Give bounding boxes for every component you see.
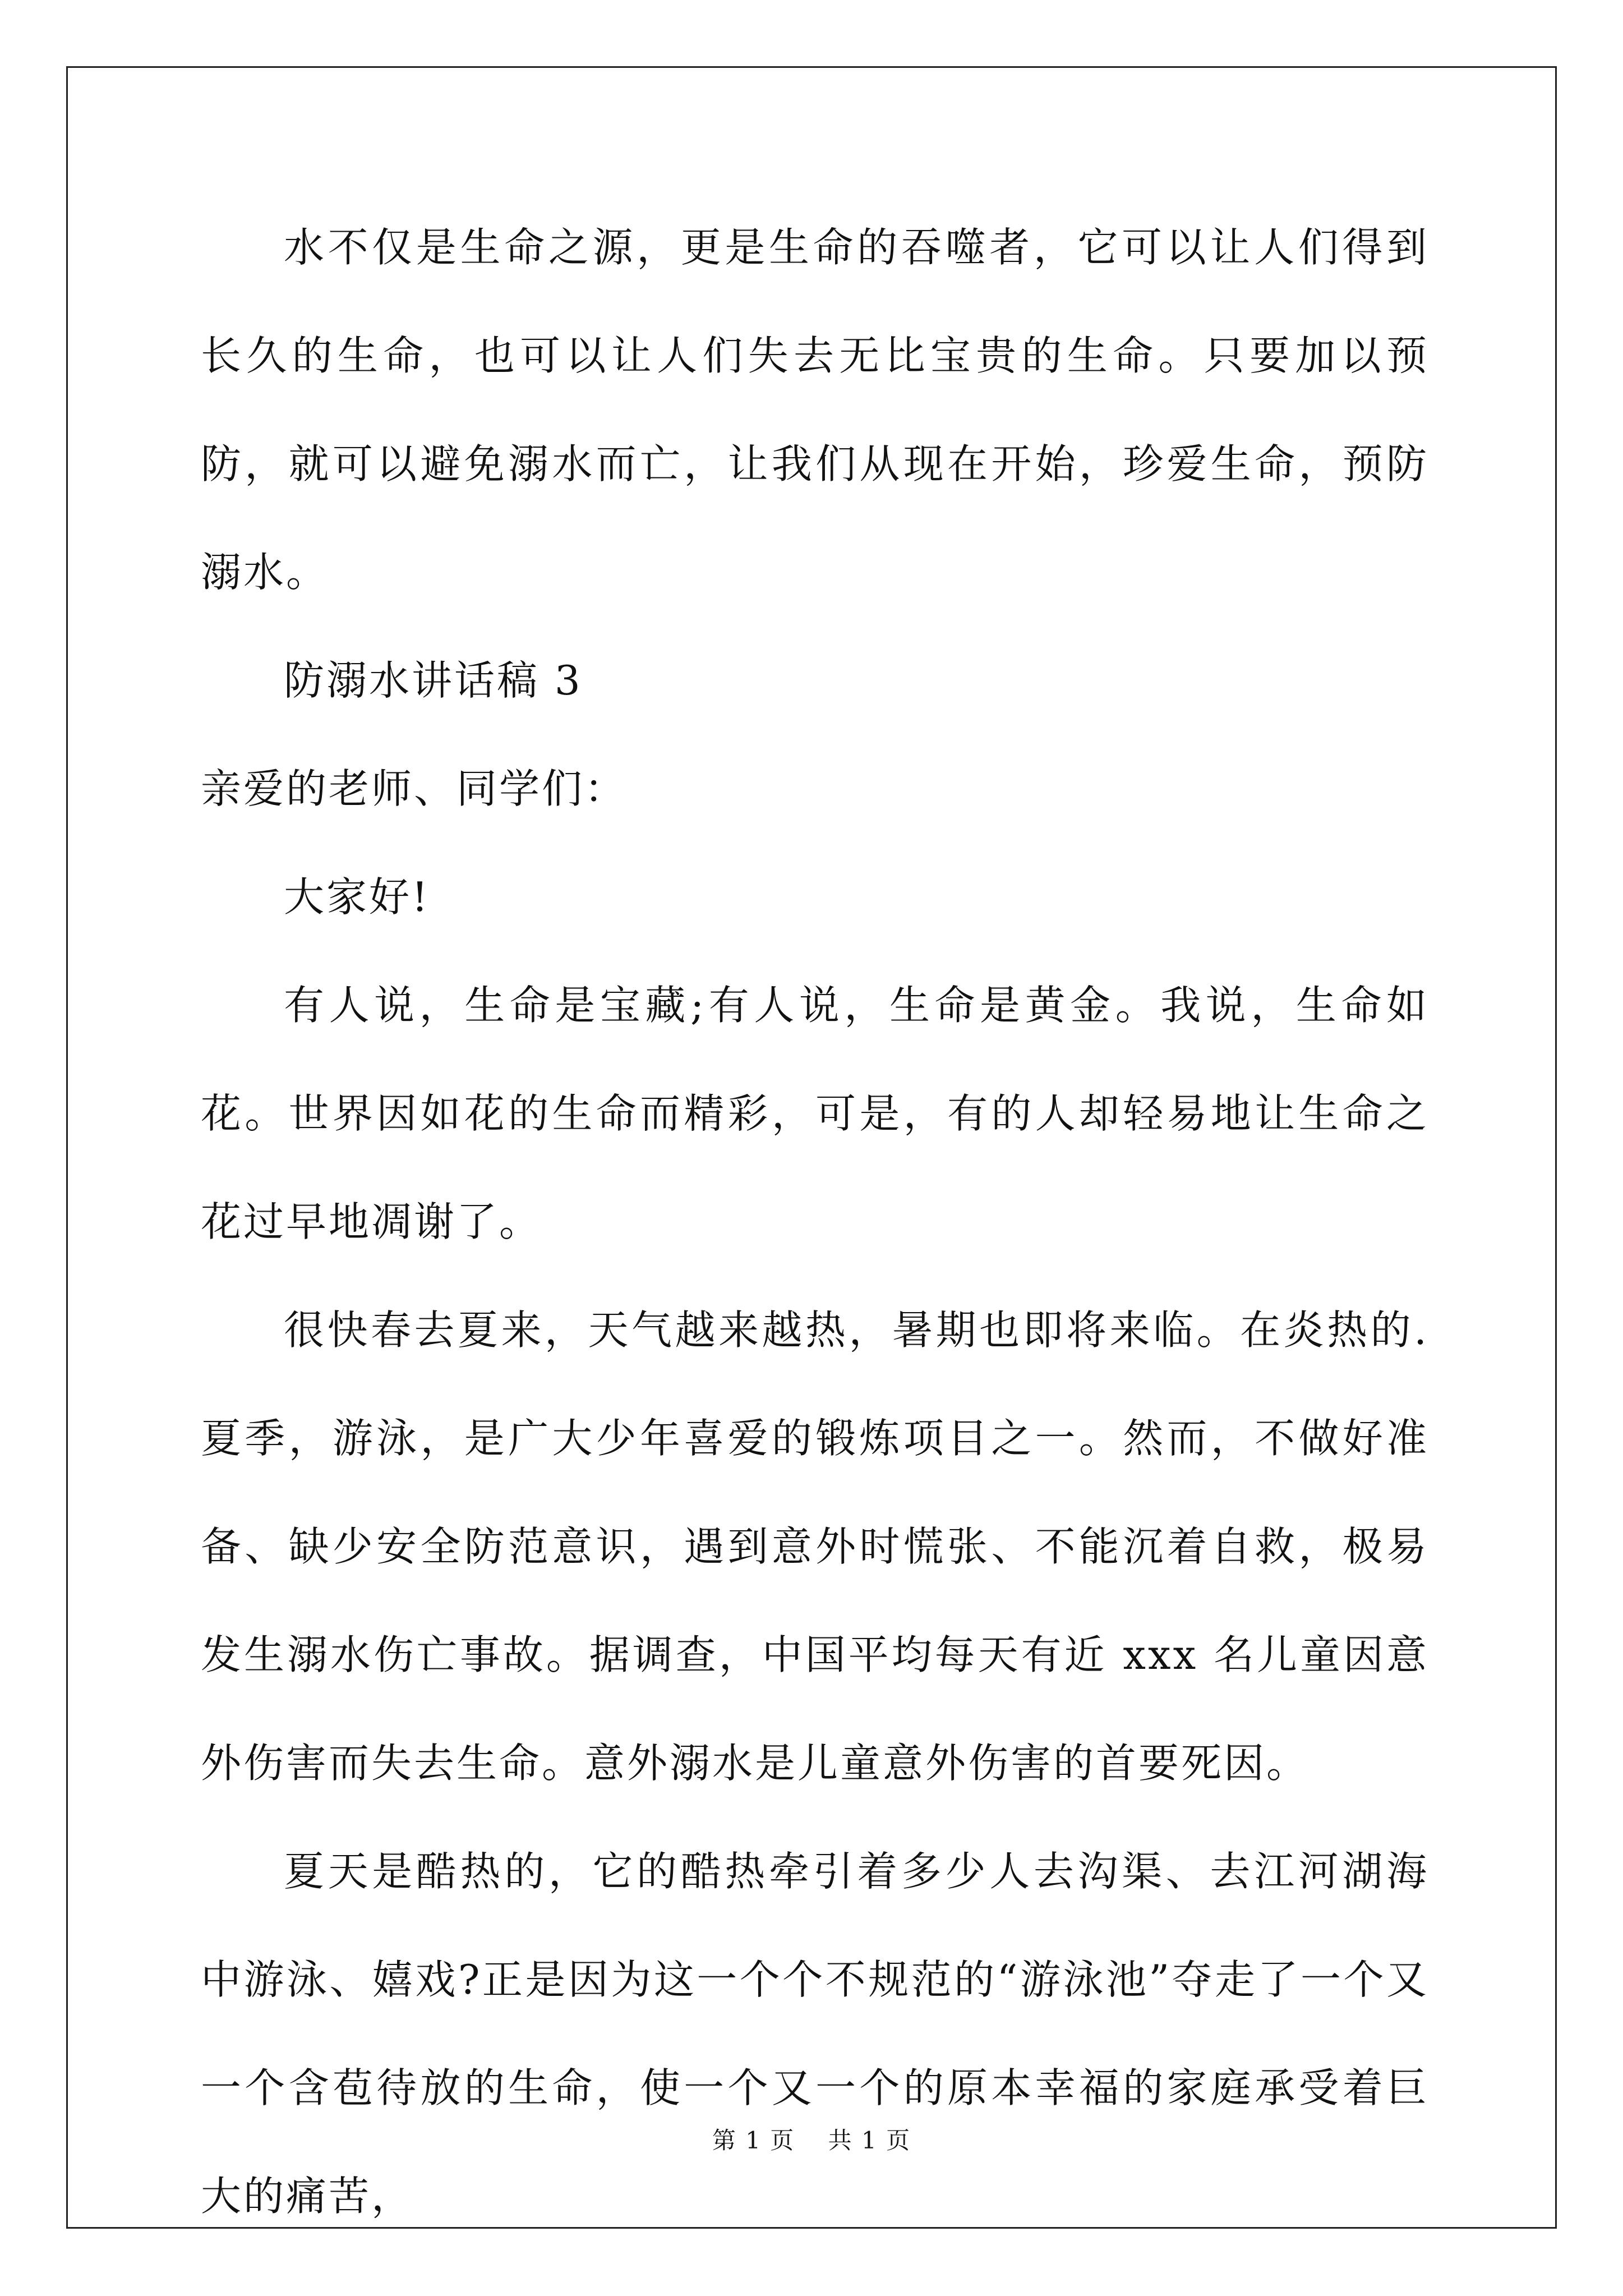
paragraph: 水不仅是生命之源，更是生命的吞噬者，它可以让人们得到长久的生命，也可以让人们失去无比宝贵的生命。只要加以预防，就可以避免溺水而亡，让我们从现在开始，珍爱生命，预防溺水。	[201, 224, 1429, 596]
salutation: 亲爱的老师、同学们：	[201, 765, 628, 812]
page-footer	[0, 2124, 1623, 2157]
paragraph: 夏天是酷热的，它的酷热牵引着多少人去沟渠、去江河湖海中游泳、嬉戏?正是因为这一个个不规范的“游泳池”夺走了一个又一个含苞待放的生命，使一个又一个的原本幸福的家庭承受着巨大的痛苦，	[201, 1848, 1429, 2220]
page-number: 第 1 页	[712, 2127, 795, 2154]
page-total: 共 1 页	[828, 2127, 911, 2154]
paragraph: 很快春去夏来，天气越来越热，暑期也即将来临。在炎热的.夏季，游泳，是广大少年喜爱的锻炼项目之一。然而，不做好准备、缺少安全防范意识，遇到意外时慌张、不能沉着自救，极易发生溺水伤亡事故。据调查，中国平均每天有近 xxx 名儿童因意外伤害而失去生命。意外溺水是儿童意外伤害的首要死因。	[201, 1306, 1429, 1787]
section-heading: 防溺水讲话稿 3	[284, 657, 583, 704]
greeting: 大家好!	[284, 873, 430, 921]
document-body	[201, 194, 1429, 2251]
paragraph: 有人说，生命是宝藏;有人说，生命是黄金。我说，生命如花。世界因如花的生命而精彩，可是，有的人却轻易地让生命之花过早地凋谢了。	[201, 982, 1429, 1245]
